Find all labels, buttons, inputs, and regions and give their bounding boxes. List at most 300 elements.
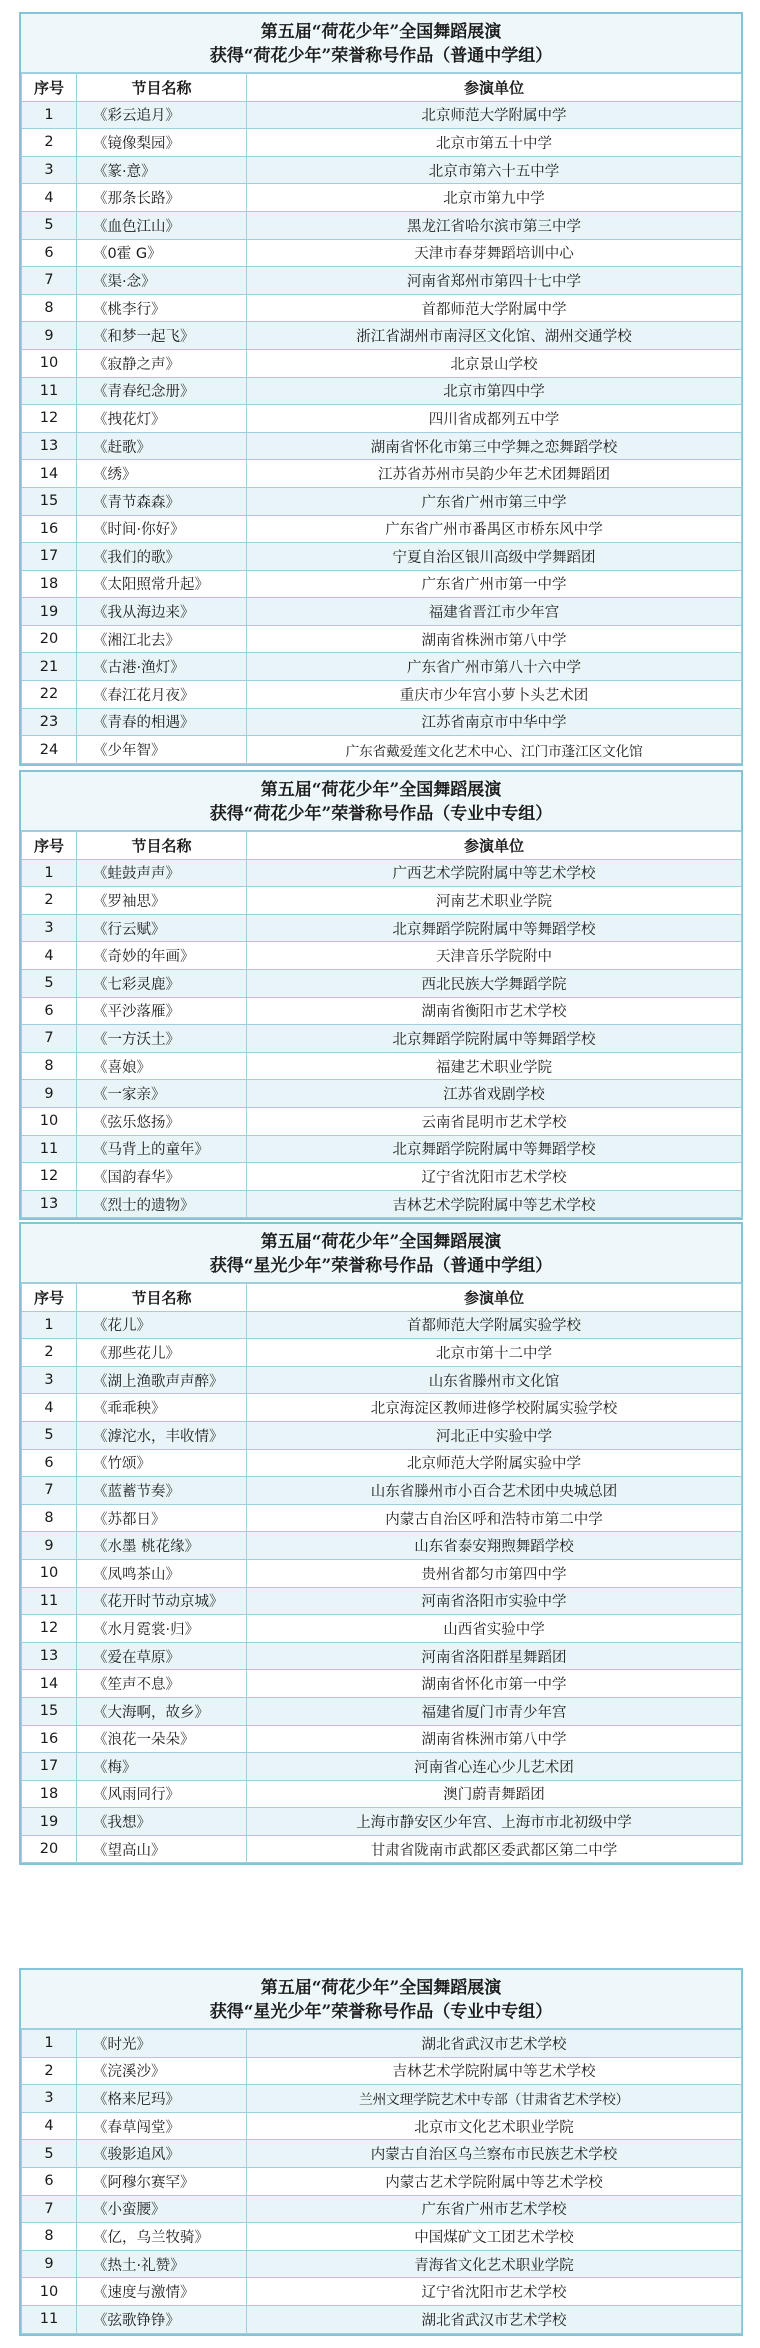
cell-organization: 江苏省南京市中华中学 [247, 708, 742, 736]
table-row [22, 997, 742, 1025]
cell-organization: 宁夏自治区银川高级中学舞蹈团 [247, 543, 742, 571]
cell-organization: 四川省成都列五中学 [247, 405, 742, 433]
table-row [22, 515, 742, 543]
cell-number: 11 [22, 377, 77, 405]
cell-organization: 湖南省株洲市第八中学 [247, 1725, 742, 1753]
table-row [22, 405, 742, 433]
cell-program-name: 《望高山》 [77, 1835, 247, 1863]
table-row [22, 211, 742, 239]
cell-organization: 天津市春芽舞蹈培训中心 [247, 239, 742, 267]
cell-organization: 首都师范大学附属中学 [247, 294, 742, 322]
table-row [22, 1190, 742, 1218]
table-title [21, 1224, 741, 1283]
cell-organization: 甘肃省陇南市武都区委武都区第二中学 [247, 1835, 742, 1863]
table-row [22, 2195, 742, 2223]
cell-number: 13 [22, 432, 77, 460]
cell-program-name: 《寂静之声》 [77, 349, 247, 377]
cell-organization: 中国煤矿文工团艺术学校 [247, 2223, 742, 2251]
cell-program-name: 《七彩灵鹿》 [77, 969, 247, 997]
table-row [22, 625, 742, 653]
table-header [22, 1284, 742, 1312]
cell-organization: 广东省广州市第八十六中学 [247, 653, 742, 681]
cell-program-name: 《我想》 [77, 1808, 247, 1836]
cell-program-name: 《热土·礼赞》 [77, 2250, 247, 2278]
cell-organization: 内蒙古自治区乌兰察布市民族艺术学校 [247, 2140, 742, 2168]
cell-program-name: 《拽花灯》 [77, 405, 247, 433]
table-row [22, 708, 742, 736]
cell-organization: 上海市静安区少年宫、上海市市北初级中学 [247, 1808, 742, 1836]
cell-program-name: 《太阳照常升起》 [77, 570, 247, 598]
cell-organization: 山东省滕州市文化馆 [247, 1366, 742, 1394]
cell-program-name: 《弦歌铮铮》 [77, 2305, 247, 2333]
cell-program-name: 《苏都日》 [77, 1504, 247, 1532]
cell-program-name: 《凤鸣茶山》 [77, 1559, 247, 1587]
cell-organization: 云南省昆明市艺术学校 [247, 1107, 742, 1135]
table-row [22, 487, 742, 515]
cell-program-name: 《喜娘》 [77, 1052, 247, 1080]
cell-organization: 北京景山学校 [247, 349, 742, 377]
cell-organization: 北京市第四中学 [247, 377, 742, 405]
cell-organization: 湖南省怀化市第三中学舞之恋舞蹈学校 [247, 432, 742, 460]
cell-organization: 内蒙古艺术学院附属中等艺术学校 [247, 2167, 742, 2195]
header-organization: 参演单位 [247, 832, 742, 860]
table-row [22, 1808, 742, 1836]
cell-number: 8 [22, 2223, 77, 2251]
cell-program-name: 《时间·你好》 [77, 515, 247, 543]
table-row [22, 101, 742, 129]
cell-organization: 河南省郑州市第四十七中学 [247, 267, 742, 295]
cell-organization: 澳门蔚青舞蹈团 [247, 1780, 742, 1808]
cell-organization: 首都师范大学附属实验学校 [247, 1311, 742, 1339]
table-row [22, 1449, 742, 1477]
cell-number: 14 [22, 1670, 77, 1698]
cell-program-name: 《时光》 [77, 2030, 247, 2058]
cell-program-name: 《血色江山》 [77, 211, 247, 239]
table-row [22, 156, 742, 184]
cell-organization: 北京市第五十中学 [247, 129, 742, 157]
cell-organization: 兰州文理学院艺术中专部（甘肃省艺术学校） [247, 2085, 742, 2113]
cell-organization: 江苏省戏剧学校 [247, 1080, 742, 1108]
cell-organization: 广东省广州市第一中学 [247, 570, 742, 598]
header-row [22, 832, 742, 860]
cell-organization: 内蒙古自治区呼和浩特市第二中学 [247, 1504, 742, 1532]
cell-number: 6 [22, 1449, 77, 1477]
title-line-2: 获得“星光少年”荣誉称号作品（专业中专组） [209, 2002, 553, 2022]
cell-program-name: 《平沙落雁》 [77, 997, 247, 1025]
table-block-4 [19, 1968, 743, 2336]
table-row [22, 859, 742, 887]
table-row [22, 1504, 742, 1532]
cell-program-name: 《马背上的童年》 [77, 1135, 247, 1163]
cell-number: 8 [22, 1504, 77, 1532]
table-title [21, 772, 741, 831]
cell-program-name: 《绣》 [77, 460, 247, 488]
cell-number: 17 [22, 543, 77, 571]
table-row [22, 942, 742, 970]
cell-number: 8 [22, 294, 77, 322]
cell-organization: 北京师范大学附属实验中学 [247, 1449, 742, 1477]
cell-number: 10 [22, 1107, 77, 1135]
cell-organization: 北京舞蹈学院附属中等舞蹈学校 [247, 914, 742, 942]
cell-program-name: 《骏影追风》 [77, 2140, 247, 2168]
cell-organization: 北京师范大学附属中学 [247, 101, 742, 129]
award-table [21, 2029, 742, 2334]
cell-number: 11 [22, 1587, 77, 1615]
table-row [22, 129, 742, 157]
title-line-1: 第五届“荷花少年”全国舞蹈展演 [260, 22, 502, 42]
cell-number: 13 [22, 1642, 77, 1670]
cell-program-name: 《一方沃土》 [77, 1025, 247, 1053]
cell-organization: 西北民族大学舞蹈学院 [247, 969, 742, 997]
table-title [21, 14, 741, 73]
cell-program-name: 《镜像梨园》 [77, 129, 247, 157]
table-row [22, 1835, 742, 1863]
header-program-name: 节目名称 [77, 832, 247, 860]
cell-organization: 河北正中实验中学 [247, 1421, 742, 1449]
table-body [22, 859, 742, 1218]
cell-program-name: 《彩云追月》 [77, 101, 247, 129]
table-row [22, 1753, 742, 1781]
cell-number: 19 [22, 1808, 77, 1836]
cell-organization: 湖南省株洲市第八中学 [247, 625, 742, 653]
table-row [22, 1107, 742, 1135]
table-row [22, 653, 742, 681]
cell-number: 10 [22, 2278, 77, 2306]
table-row [22, 1615, 742, 1643]
cell-number: 3 [22, 1366, 77, 1394]
table-row [22, 2167, 742, 2195]
cell-program-name: 《浣溪沙》 [77, 2057, 247, 2085]
cell-number: 7 [22, 1477, 77, 1505]
table-row [22, 570, 742, 598]
cell-program-name: 《罗袖思》 [77, 887, 247, 915]
table-row [22, 1394, 742, 1422]
cell-number: 24 [22, 736, 77, 764]
cell-number: 12 [22, 1615, 77, 1643]
cell-organization: 辽宁省沈阳市艺术学校 [247, 1163, 742, 1191]
cell-number: 21 [22, 653, 77, 681]
cell-number: 6 [22, 239, 77, 267]
cell-number: 3 [22, 156, 77, 184]
cell-program-name: 《我从海边来》 [77, 598, 247, 626]
cell-program-name: 《蓝蓄节奏》 [77, 1477, 247, 1505]
cell-program-name: 《篆·意》 [77, 156, 247, 184]
cell-number: 9 [22, 2250, 77, 2278]
header-organization: 参演单位 [247, 1284, 742, 1312]
cell-organization: 辽宁省沈阳市艺术学校 [247, 2278, 742, 2306]
table-row [22, 239, 742, 267]
cell-number: 6 [22, 997, 77, 1025]
cell-organization: 广东省广州市番禺区市桥东风中学 [247, 515, 742, 543]
table-row [22, 1559, 742, 1587]
cell-organization: 福建艺术职业学院 [247, 1052, 742, 1080]
cell-number: 7 [22, 2195, 77, 2223]
cell-program-name: 《速度与激情》 [77, 2278, 247, 2306]
header-organization: 参演单位 [247, 74, 742, 102]
table-block-2 [19, 770, 743, 1220]
table-row [22, 460, 742, 488]
cell-program-name: 《湘江北去》 [77, 625, 247, 653]
cell-program-name: 《少年智》 [77, 736, 247, 764]
cell-number: 14 [22, 460, 77, 488]
table-row [22, 736, 742, 764]
cell-program-name: 《竹颂》 [77, 1449, 247, 1477]
header-row [22, 1284, 742, 1312]
cell-organization: 福建省厦门市青少年宫 [247, 1697, 742, 1725]
table-title [21, 1970, 741, 2029]
cell-number: 5 [22, 969, 77, 997]
cell-program-name: 《青节森森》 [77, 487, 247, 515]
cell-number: 5 [22, 2140, 77, 2168]
title-line-1: 第五届“荷花少年”全国舞蹈展演 [260, 1978, 502, 1998]
cell-number: 4 [22, 942, 77, 970]
cell-program-name: 《笙声不息》 [77, 1670, 247, 1698]
cell-number: 4 [22, 1394, 77, 1422]
table-row [22, 914, 742, 942]
cell-organization: 湖北省武汉市艺术学校 [247, 2030, 742, 2058]
header-number: 序号 [22, 832, 77, 860]
cell-number: 23 [22, 708, 77, 736]
table-block-1 [19, 12, 743, 766]
table-row [22, 1697, 742, 1725]
cell-program-name: 《行云赋》 [77, 914, 247, 942]
cell-number: 22 [22, 681, 77, 709]
table-block-3 [19, 1222, 743, 1865]
cell-number: 1 [22, 101, 77, 129]
title-line-2: 获得“星光少年”荣誉称号作品（普通中学组） [209, 1256, 553, 1276]
cell-organization: 广西艺术学院附属中等艺术学校 [247, 859, 742, 887]
header-program-name: 节目名称 [77, 74, 247, 102]
cell-organization: 北京市文化艺术职业学院 [247, 2112, 742, 2140]
cell-number: 9 [22, 322, 77, 350]
award-table [21, 1283, 742, 1863]
table-row [22, 1366, 742, 1394]
table-header [22, 74, 742, 102]
award-table [21, 73, 742, 764]
cell-number: 11 [22, 2305, 77, 2333]
cell-organization: 山东省泰安翔煦舞蹈学校 [247, 1532, 742, 1560]
table-row [22, 349, 742, 377]
title-line-2: 获得“荷花少年”荣誉称号作品（专业中专组） [209, 804, 553, 824]
cell-program-name: 《和梦一起飞》 [77, 322, 247, 350]
table-row [22, 1670, 742, 1698]
table-row [22, 1311, 742, 1339]
table-row [22, 1532, 742, 1560]
cell-program-name: 《春江花月夜》 [77, 681, 247, 709]
table-row [22, 1052, 742, 1080]
table-row [22, 543, 742, 571]
cell-program-name: 《格来尼玛》 [77, 2085, 247, 2113]
cell-number: 20 [22, 1835, 77, 1863]
cell-number: 2 [22, 1339, 77, 1367]
cell-number: 9 [22, 1532, 77, 1560]
award-table [21, 831, 742, 1218]
cell-number: 1 [22, 1311, 77, 1339]
table-row [22, 1339, 742, 1367]
table-row [22, 1587, 742, 1615]
cell-number: 18 [22, 570, 77, 598]
table-row [22, 2223, 742, 2251]
cell-number: 19 [22, 598, 77, 626]
table-row [22, 1780, 742, 1808]
table-row [22, 2140, 742, 2168]
cell-number: 16 [22, 515, 77, 543]
cell-program-name: 《蛙鼓声声》 [77, 859, 247, 887]
cell-number: 5 [22, 1421, 77, 1449]
cell-organization: 浙江省湖州市南浔区文化馆、湖州交通学校 [247, 322, 742, 350]
cell-organization: 天津音乐学院附中 [247, 942, 742, 970]
cell-organization: 山东省滕州市小百合艺术团中央城总团 [247, 1477, 742, 1505]
cell-number: 20 [22, 625, 77, 653]
table-row [22, 1642, 742, 1670]
cell-program-name: 《我们的歌》 [77, 543, 247, 571]
table-row [22, 2030, 742, 2058]
cell-program-name: 《亿，乌兰牧骑》 [77, 2223, 247, 2251]
table-row [22, 1477, 742, 1505]
cell-program-name: 《渠·念》 [77, 267, 247, 295]
table-row [22, 2085, 742, 2113]
cell-program-name: 《弦乐悠扬》 [77, 1107, 247, 1135]
cell-program-name: 《花儿》 [77, 1311, 247, 1339]
cell-program-name: 《古港·渔灯》 [77, 653, 247, 681]
cell-program-name: 《水月霓裳·归》 [77, 1615, 247, 1643]
table-row [22, 2305, 742, 2333]
cell-number: 7 [22, 1025, 77, 1053]
cell-number: 3 [22, 2085, 77, 2113]
title-line-1: 第五届“荷花少年”全国舞蹈展演 [260, 1232, 502, 1252]
cell-number: 1 [22, 859, 77, 887]
table-row [22, 1135, 742, 1163]
cell-number: 7 [22, 267, 77, 295]
cell-organization: 江苏省苏州市吴韵少年艺术团舞蹈团 [247, 460, 742, 488]
cell-number: 2 [22, 129, 77, 157]
cell-organization: 湖北省武汉市艺术学校 [247, 2305, 742, 2333]
cell-number: 10 [22, 349, 77, 377]
cell-program-name: 《春草闯堂》 [77, 2112, 247, 2140]
cell-program-name: 《桃李行》 [77, 294, 247, 322]
table-row [22, 681, 742, 709]
table-row [22, 2278, 742, 2306]
cell-number: 4 [22, 2112, 77, 2140]
header-program-name: 节目名称 [77, 1284, 247, 1312]
table-row [22, 2250, 742, 2278]
cell-program-name: 《滹沱水，丰收情》 [77, 1421, 247, 1449]
cell-program-name: 《青春纪念册》 [77, 377, 247, 405]
cell-program-name: 《花开时节动京城》 [77, 1587, 247, 1615]
cell-organization: 河南省心连心少儿艺术团 [247, 1753, 742, 1781]
cell-program-name: 《一家亲》 [77, 1080, 247, 1108]
cell-program-name: 《那些花儿》 [77, 1339, 247, 1367]
cell-organization: 吉林艺术学院附属中等艺术学校 [247, 2057, 742, 2085]
cell-number: 18 [22, 1780, 77, 1808]
cell-organization: 广东省戴爱莲文化艺术中心、江门市蓬江区文化馆 [247, 736, 742, 764]
table-row [22, 887, 742, 915]
cell-number: 15 [22, 1697, 77, 1725]
cell-organization: 北京市第九中学 [247, 184, 742, 212]
cell-number: 13 [22, 1190, 77, 1218]
cell-organization: 北京舞蹈学院附属中等舞蹈学校 [247, 1025, 742, 1053]
header-number: 序号 [22, 1284, 77, 1312]
cell-number: 12 [22, 1163, 77, 1191]
cell-organization: 河南省洛阳市实验中学 [247, 1587, 742, 1615]
table-row [22, 1163, 742, 1191]
cell-program-name: 《0霍 G》 [77, 239, 247, 267]
cell-program-name: 《梅》 [77, 1753, 247, 1781]
cell-program-name: 《水墨 桃花缘》 [77, 1532, 247, 1560]
cell-program-name: 《赶歌》 [77, 432, 247, 460]
cell-organization: 北京市第六十五中学 [247, 156, 742, 184]
title-line-1: 第五届“荷花少年”全国舞蹈展演 [260, 780, 502, 800]
cell-organization: 北京舞蹈学院附属中等舞蹈学校 [247, 1135, 742, 1163]
cell-organization: 广东省广州市艺术学校 [247, 2195, 742, 2223]
cell-number: 8 [22, 1052, 77, 1080]
header-row [22, 74, 742, 102]
cell-program-name: 《国韵春华》 [77, 1163, 247, 1191]
table-body [22, 2030, 742, 2334]
cell-number: 2 [22, 887, 77, 915]
table-row [22, 598, 742, 626]
cell-program-name: 《湖上渔歌声声醉》 [77, 1366, 247, 1394]
table-row [22, 2057, 742, 2085]
cell-number: 9 [22, 1080, 77, 1108]
table-row [22, 294, 742, 322]
table-row [22, 1025, 742, 1053]
title-line-2: 获得“荷花少年”荣誉称号作品（普通中学组） [209, 46, 553, 66]
table-row [22, 322, 742, 350]
cell-organization: 青海省文化艺术职业学院 [247, 2250, 742, 2278]
cell-program-name: 《大海啊，故乡》 [77, 1697, 247, 1725]
cell-number: 5 [22, 211, 77, 239]
cell-program-name: 《风雨同行》 [77, 1780, 247, 1808]
cell-program-name: 《爱在草原》 [77, 1642, 247, 1670]
table-row [22, 969, 742, 997]
cell-number: 12 [22, 405, 77, 433]
table-row [22, 1725, 742, 1753]
cell-number: 15 [22, 487, 77, 515]
cell-program-name: 《青春的相遇》 [77, 708, 247, 736]
cell-number: 1 [22, 2030, 77, 2058]
table-header [22, 832, 742, 860]
table-row [22, 432, 742, 460]
cell-organization: 广东省广州市第三中学 [247, 487, 742, 515]
cell-organization: 河南省洛阳群星舞蹈团 [247, 1642, 742, 1670]
cell-number: 10 [22, 1559, 77, 1587]
cell-program-name: 《浪花一朵朵》 [77, 1725, 247, 1753]
table-row [22, 184, 742, 212]
cell-program-name: 《烈士的遗物》 [77, 1190, 247, 1218]
table-body [22, 101, 742, 763]
cell-number: 4 [22, 184, 77, 212]
cell-program-name: 《阿穆尔赛罕》 [77, 2167, 247, 2195]
cell-organization: 黑龙江省哈尔滨市第三中学 [247, 211, 742, 239]
cell-organization: 河南艺术职业学院 [247, 887, 742, 915]
table-row [22, 2112, 742, 2140]
cell-organization: 北京市第十二中学 [247, 1339, 742, 1367]
cell-number: 2 [22, 2057, 77, 2085]
cell-program-name: 《乖乖秧》 [77, 1394, 247, 1422]
table-row [22, 377, 742, 405]
cell-number: 6 [22, 2167, 77, 2195]
table-body [22, 1311, 742, 1863]
cell-number: 11 [22, 1135, 77, 1163]
cell-number: 16 [22, 1725, 77, 1753]
cell-program-name: 《奇妙的年画》 [77, 942, 247, 970]
cell-organization: 贵州省都匀市第四中学 [247, 1559, 742, 1587]
cell-organization: 北京海淀区教师进修学校附属实验学校 [247, 1394, 742, 1422]
header-number: 序号 [22, 74, 77, 102]
cell-organization: 吉林艺术学院附属中等艺术学校 [247, 1190, 742, 1218]
cell-number: 17 [22, 1753, 77, 1781]
